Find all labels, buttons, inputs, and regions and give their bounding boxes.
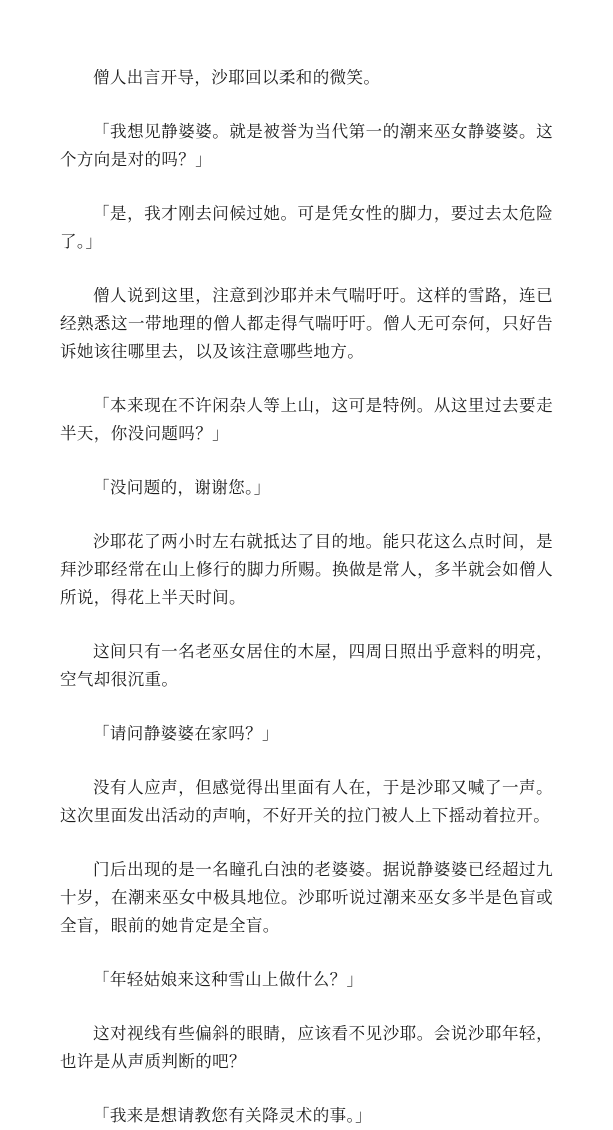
paragraph: 僧人说到这里，注意到沙耶并未气喘吁吁。这样的雪路，连已经熟悉这一带地理的僧人都走得气喘吁吁。僧人无可奈何，只好告诉她该往哪里去，以及该注意哪些地方。	[60, 286, 553, 361]
paragraph: 「年轻姑娘来这种雪山上做什么？」	[93, 970, 364, 989]
paragraph: 「本来现在不许闲杂人等上山，这可是特例。从这里过去要走半天，你没问题吗？」	[60, 396, 553, 443]
paragraph: 「是，我才刚去问候过她。可是凭女性的脚力，要过去太危险了。」	[60, 204, 553, 251]
paragraph: 「没问题的，谢谢您。」	[93, 478, 271, 497]
paragraph: 门后出现的是一名瞳孔白浊的老婆婆。据说静婆婆已经超过九十岁，在潮来巫女中极具地位。沙耶听说过潮来巫女多半是色盲或全盲，眼前的她肯定是全盲。	[60, 860, 553, 935]
paragraph: 「我想见静婆婆。就是被誉为当代第一的潮来巫女静婆婆。这个方向是对的吗？」	[60, 122, 553, 169]
paragraph: 没有人应声，但感觉得出里面有人在，于是沙耶又喊了一声。这次里面发出活动的声响，不好开关的拉门被人上下摇动着拉开。	[60, 778, 553, 825]
paragraph: 「我来是想请教您有关降灵术的事。」	[93, 1106, 373, 1125]
paragraph: 「请问静婆婆在家吗？」	[93, 724, 279, 743]
paragraph: 这间只有一名老巫女居住的木屋，四周日照出乎意料的明亮，空气却很沉重。	[60, 642, 553, 689]
paragraph: 僧人出言开导，沙耶回以柔和的微笑。	[93, 68, 381, 87]
paragraph: 这对视线有些偏斜的眼睛，应该看不见沙耶。会说沙耶年轻，也许是从声质判断的吧？	[60, 1024, 553, 1071]
paragraph: 沙耶花了两小时左右就抵达了目的地。能只花这么点时间，是拜沙耶经常在山上修行的脚力所赐。换做是常人，多半就会如僧人所说，得花上半天时间。	[60, 532, 553, 607]
